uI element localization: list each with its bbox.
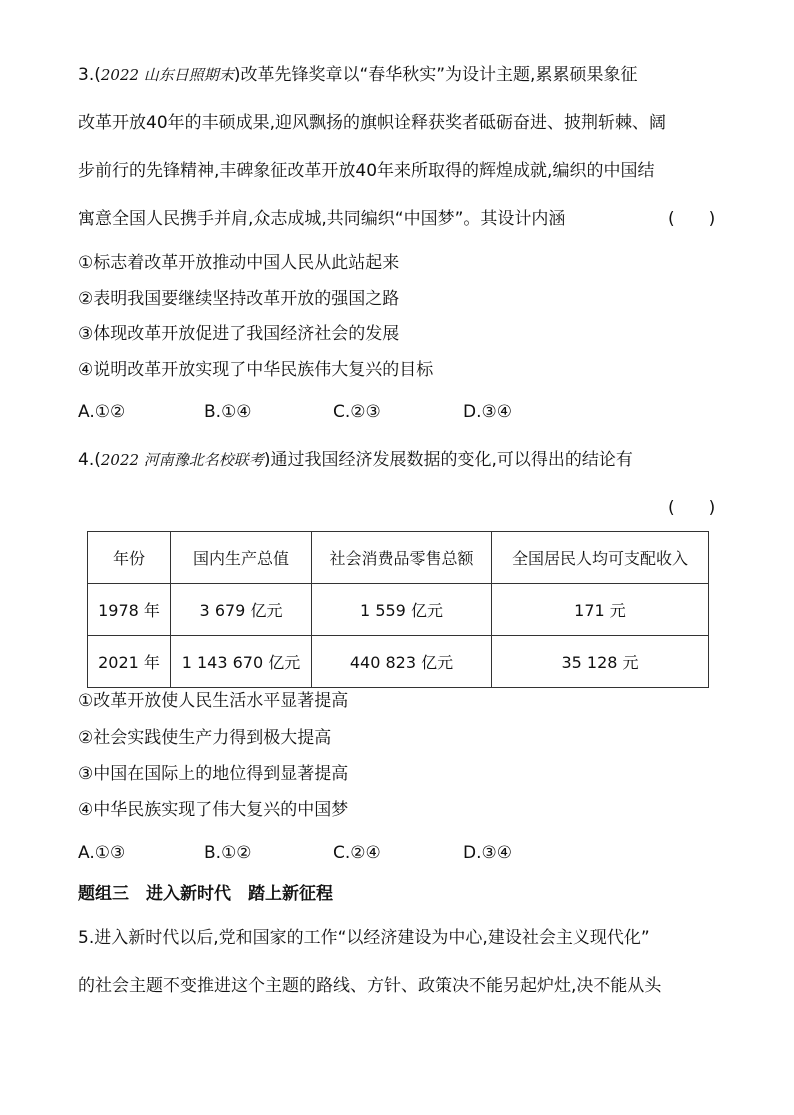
table-header-row [88,532,709,584]
q4-statement-3: ③中国在国际上的地位得到显著提高 [78,764,349,784]
q3-line-1 [78,64,637,86]
table-header-cell: 国内生产总值 [171,532,312,584]
q3-option-d: D.③④ [463,402,512,422]
q5-line-2: 的社会主题不变推进这个主题的路线、方针、政策决不能另起炉灶,决不能从头 [78,976,662,996]
table-cell: 440 823 亿元 [312,636,492,688]
gdp-table [87,531,709,688]
q4-number: 4.( [78,450,101,470]
table-cell: 3 679 亿元 [171,584,312,636]
q3-number: 3.( [78,65,101,85]
q4-option-d: D.③④ [463,843,512,863]
table-cell: 2021 年 [88,636,171,688]
q3-statement-1: ①标志着改革开放推动中国人民从此站起来 [78,253,400,273]
q3-statement-3: ③体现改革开放促进了我国经济社会的发展 [78,324,400,344]
table-row [88,584,709,636]
q3-option-a: A.①② [78,402,126,422]
q4-source: 2022 河南豫北名校联考 [100,451,264,469]
table-header-cell: 社会消费品零售总额 [312,532,492,584]
q3-option-b: B.①④ [204,402,252,422]
q3-line-3: 步前行的先锋精神,丰碑象征改革开放40年来所取得的辉煌成就,编织的中国结 [78,161,655,181]
q3-line-2: 改革开放40年的丰硕成果,迎风飘扬的旗帜诠释获奖者砥砺奋进、披荆斩棘、阔 [78,113,667,133]
q4-line-1 [78,449,633,471]
q3-statement-4: ④说明改革开放实现了中华民族伟大复兴的目标 [78,360,434,380]
q3-line-4: 寓意全国人民携手并肩,众志成城,共同编织“中国梦”。其设计内涵 [78,209,566,229]
q5-line-1: 5.进入新时代以后,党和国家的工作“以经济建设为中心,建设社会主义现代化” [78,928,650,948]
q4-text: )通过我国经济发展数据的变化,可以得出的结论有 [263,450,633,470]
q4-statement-2: ②社会实践使生产力得到极大提高 [78,728,332,748]
table-cell: 1 143 670 亿元 [171,636,312,688]
table-header-cell: 年份 [88,532,171,584]
table-cell: 1978 年 [88,584,171,636]
q4-answer-paren: ( ) [668,498,716,518]
table-header-cell: 全国居民人均可支配收入 [492,532,709,584]
q3-answer-paren: ( ) [668,209,716,229]
table-cell: 35 128 元 [492,636,709,688]
table-cell: 1 559 亿元 [312,584,492,636]
table-row [88,636,709,688]
q4-option-c: C.②④ [333,843,381,863]
table-cell: 171 元 [492,584,709,636]
q4-option-b: B.①② [204,843,252,863]
q4-statement-1: ①改革开放使人民生活水平显著提高 [78,691,349,711]
q3-option-c: C.②③ [333,402,381,422]
q3-text-1: )改革先锋奖章以“春华秋实”为设计主题,累累硕果象征 [233,65,638,85]
q3-statement-2: ②表明我国要继续坚持改革开放的强国之路 [78,289,400,309]
section-title: 题组三 进入新时代 踏上新征程 [78,884,333,904]
q4-statement-4: ④中华民族实现了伟大复兴的中国梦 [78,800,349,820]
q4-option-a: A.①③ [78,843,126,863]
q3-source: 2022 山东日照期末 [100,66,234,84]
